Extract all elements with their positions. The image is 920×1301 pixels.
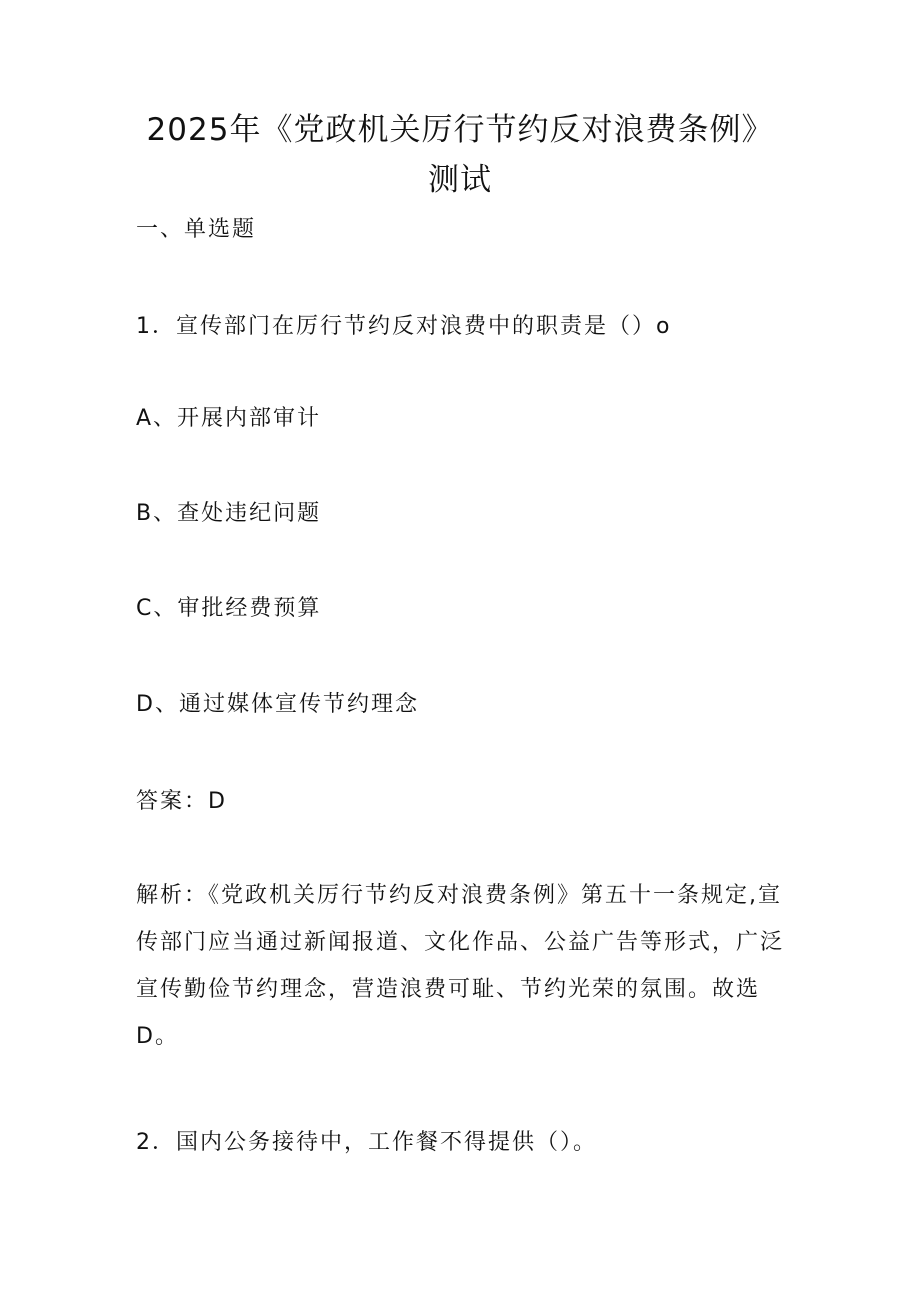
question-1-answer: 答案：D	[136, 789, 227, 814]
question-1-option-d: D、通过媒体宣传节约理念	[136, 692, 419, 717]
question-1-analysis: 解析：《党政机关厉行节约反对浪费条例》第五十一条规定,宣传部门应当通过新闻报道、文化作品、公益广告等形式，广泛宣传勤俭节约理念，营造浪费可耻、节约光荣的氛围。故选D。	[136, 883, 785, 1049]
document-title-line2: 测试	[428, 162, 492, 198]
section-heading: 一、单选题	[136, 217, 257, 242]
question-2-stem: 2．国内公务接待中，工作餐不得提供（）。	[136, 1130, 597, 1155]
document-title-line1: 2025年《党政机关厉行节约反对浪费条例》	[146, 112, 774, 148]
question-1-option-b: B、查处违纪问题	[136, 501, 322, 526]
question-1-option-a: A、开展内部审计	[136, 406, 322, 431]
question-1-stem: 1．宣传部门在厉行节约反对浪费中的职责是（）o	[136, 314, 672, 339]
question-1-option-c: C、审批经费预算	[136, 596, 322, 621]
